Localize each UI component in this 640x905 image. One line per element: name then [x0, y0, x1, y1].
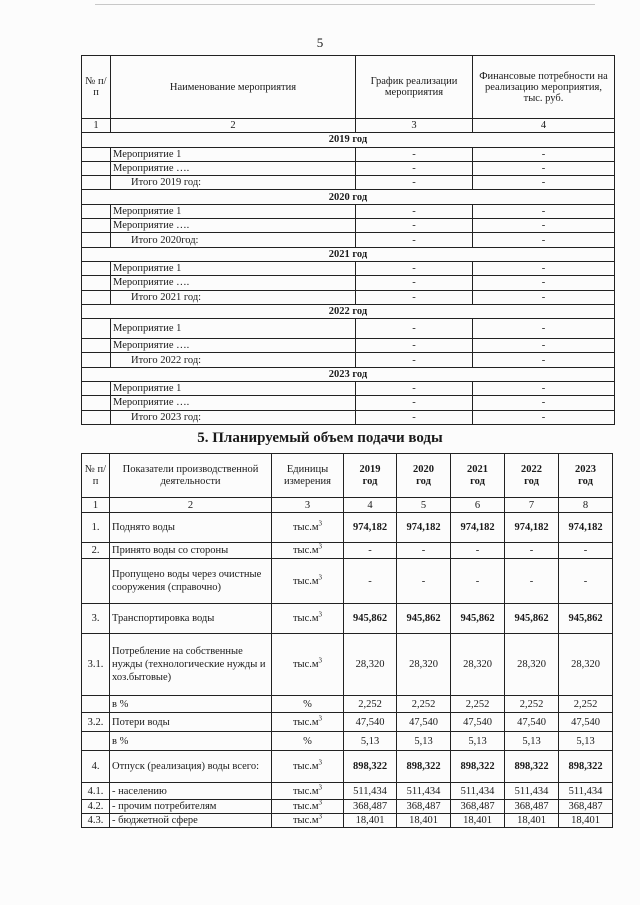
table-row — [82, 276, 615, 290]
table-row — [82, 800, 613, 814]
value-cell: 511,434 — [344, 783, 397, 800]
indicator-name: в % — [110, 696, 272, 713]
table-row — [82, 204, 615, 218]
schedule-cell: - — [356, 382, 473, 396]
header-unit: Единицы измерения — [272, 454, 344, 498]
row-num — [82, 204, 111, 218]
schedule-cell: - — [356, 176, 473, 190]
schedule-cell: - — [356, 339, 473, 353]
activity-name: Мероприятие …. — [111, 339, 356, 353]
finance-cell: - — [473, 353, 615, 367]
index-cell: 4 — [473, 119, 615, 133]
row-num — [82, 339, 111, 353]
table-row — [82, 147, 615, 161]
finance-cell: - — [473, 319, 615, 339]
header-year-2019: 2019 год — [344, 454, 397, 498]
activity-name: Мероприятие 1 — [111, 319, 356, 339]
table-row — [82, 339, 615, 353]
row-num — [82, 353, 111, 367]
row-num: 4.3. — [82, 814, 110, 828]
indicator-name: Поднято воды — [110, 513, 272, 543]
indicator-name: Принято воды со стороны — [110, 543, 272, 559]
year-row — [82, 133, 615, 147]
finance-cell: - — [473, 147, 615, 161]
table-row — [82, 261, 615, 275]
finance-cell: - — [473, 382, 615, 396]
table-row — [82, 814, 613, 828]
table-row — [82, 396, 615, 410]
value-cell: 974,182 — [451, 513, 505, 543]
header-indicator: Показатели производственной деятельности — [110, 454, 272, 498]
schedule-cell: - — [356, 147, 473, 161]
value-cell: 511,434 — [559, 783, 613, 800]
index-row — [82, 498, 613, 513]
index-cell: 8 — [559, 498, 613, 513]
finance-cell: - — [473, 290, 615, 304]
value-cell: 945,862 — [344, 604, 397, 634]
row-num — [82, 732, 110, 751]
value-cell: 945,862 — [397, 604, 451, 634]
row-num — [82, 410, 111, 424]
year-row — [82, 247, 615, 261]
finance-cell: - — [473, 233, 615, 247]
value-cell: 47,540 — [397, 713, 451, 732]
index-cell: 5 — [397, 498, 451, 513]
value-cell: 368,487 — [344, 800, 397, 814]
year-title: 2020 год — [82, 190, 615, 204]
finance-cell: - — [473, 161, 615, 175]
schedule-cell: - — [356, 204, 473, 218]
table-header — [82, 56, 615, 119]
value-cell: 974,182 — [344, 513, 397, 543]
value-cell: 5,13 — [397, 732, 451, 751]
table-row — [82, 696, 613, 713]
unit-cell: $тыс.м^3$ — [272, 814, 344, 828]
row-num: 2. — [82, 543, 110, 559]
row-num: 4.2. — [82, 800, 110, 814]
finance-cell: - — [473, 410, 615, 424]
value-cell: 28,320 — [397, 634, 451, 696]
row-num — [82, 147, 111, 161]
indicator-name: - бюджетной сфере — [110, 814, 272, 828]
table-row — [82, 634, 613, 696]
value-cell: - — [505, 559, 559, 604]
year-title: 2022 год — [82, 304, 615, 318]
value-cell: 28,320 — [451, 634, 505, 696]
value-cell: 368,487 — [397, 800, 451, 814]
value-cell: 898,322 — [451, 751, 505, 783]
indicator-name: Транспортировка воды — [110, 604, 272, 634]
row-num — [82, 319, 111, 339]
row-num: 3.1. — [82, 634, 110, 696]
value-cell: 18,401 — [505, 814, 559, 828]
value-cell: 18,401 — [397, 814, 451, 828]
table-row — [82, 513, 613, 543]
unit-cell: $тыс.м^3$ — [272, 513, 344, 543]
total-label: Итого 2023 год: — [111, 410, 356, 424]
row-num: 3. — [82, 604, 110, 634]
total-row — [82, 233, 615, 247]
value-cell: 2,252 — [559, 696, 613, 713]
activity-name: Мероприятие 1 — [111, 204, 356, 218]
value-cell: 898,322 — [397, 751, 451, 783]
value-cell: 18,401 — [559, 814, 613, 828]
table-row — [82, 559, 613, 604]
unit-cell: $тыс.м^3$ — [272, 800, 344, 814]
index-row — [82, 119, 615, 133]
value-cell: 28,320 — [344, 634, 397, 696]
index-cell: 6 — [451, 498, 505, 513]
row-num — [82, 161, 111, 175]
header-activity-name: Наименование мероприятия — [111, 56, 356, 119]
index-cell: 1 — [82, 498, 110, 513]
row-num — [82, 219, 111, 233]
water-supply-table — [81, 453, 613, 828]
indicator-name: в % — [110, 732, 272, 751]
value-cell: 945,862 — [559, 604, 613, 634]
table-row — [82, 219, 615, 233]
row-num — [82, 233, 111, 247]
schedule-cell: - — [356, 319, 473, 339]
schedule-cell: - — [356, 353, 473, 367]
value-cell: 898,322 — [344, 751, 397, 783]
row-num: 4.1. — [82, 783, 110, 800]
value-cell: 945,862 — [451, 604, 505, 634]
schedule-cell: - — [356, 261, 473, 275]
table-header — [82, 454, 613, 498]
value-cell: 28,320 — [505, 634, 559, 696]
value-cell: 898,322 — [505, 751, 559, 783]
value-cell: 5,13 — [505, 732, 559, 751]
schedule-cell: - — [356, 233, 473, 247]
schedule-cell: - — [356, 290, 473, 304]
index-cell: 1 — [82, 119, 111, 133]
schedule-cell: - — [356, 276, 473, 290]
table-row — [82, 713, 613, 732]
total-label: Итого 2019 год: — [111, 176, 356, 190]
value-cell: 47,540 — [344, 713, 397, 732]
indicator-name: Потребление на собственные нужды (технологические нужды и хоз.бытовые) — [110, 634, 272, 696]
total-row — [82, 176, 615, 190]
total-label: Итого 2021 год: — [111, 290, 356, 304]
schedule-cell: - — [356, 396, 473, 410]
row-num — [82, 290, 111, 304]
finance-cell: - — [473, 261, 615, 275]
indicator-name: Потери воды — [110, 713, 272, 732]
schedule-cell: - — [356, 219, 473, 233]
value-cell: - — [451, 559, 505, 604]
value-cell: 47,540 — [451, 713, 505, 732]
row-num — [82, 276, 111, 290]
value-cell: - — [344, 559, 397, 604]
indicator-name: - прочим потребителям — [110, 800, 272, 814]
unit-cell: $тыс.м^3$ — [272, 751, 344, 783]
row-num — [82, 176, 111, 190]
header-year-2023: 2023 год — [559, 454, 613, 498]
index-cell: 3 — [356, 119, 473, 133]
row-num: 4. — [82, 751, 110, 783]
value-cell: 18,401 — [451, 814, 505, 828]
scan-top-line — [95, 4, 595, 5]
table-row — [82, 319, 615, 339]
value-cell: - — [344, 543, 397, 559]
header-year-2020: 2020 год — [397, 454, 451, 498]
finance-cell: - — [473, 219, 615, 233]
table-row — [82, 382, 615, 396]
value-cell: - — [397, 543, 451, 559]
indicator-name: Отпуск (реализация) воды всего: — [110, 751, 272, 783]
value-cell: - — [397, 559, 451, 604]
value-cell: 511,434 — [451, 783, 505, 800]
unit-cell: $тыс.м^3$ — [272, 783, 344, 800]
value-cell: 2,252 — [505, 696, 559, 713]
activities-table — [81, 55, 615, 425]
header-num: № п/п — [82, 56, 111, 119]
value-cell: 974,182 — [397, 513, 451, 543]
value-cell: 368,487 — [505, 800, 559, 814]
table-row — [82, 604, 613, 634]
total-label: Итого 2020год: — [111, 233, 356, 247]
header-year-2021: 2021 год — [451, 454, 505, 498]
index-cell: 2 — [111, 119, 356, 133]
unit-cell: $тыс.м^3$ — [272, 543, 344, 559]
year-title: 2021 год — [82, 247, 615, 261]
total-label: Итого 2022 год: — [111, 353, 356, 367]
header-finance: Финансовые потребности на реализацию мероприятия, тыс. руб. — [473, 56, 615, 119]
row-num — [82, 696, 110, 713]
row-num — [82, 382, 111, 396]
row-num: 1. — [82, 513, 110, 543]
table-row — [82, 732, 613, 751]
schedule-cell: - — [356, 161, 473, 175]
year-row — [82, 367, 615, 381]
unit-cell: $тыс.м^3$ — [272, 634, 344, 696]
unit-cell: $тыс.м^3$ — [272, 604, 344, 634]
index-cell: 2 — [110, 498, 272, 513]
index-cell: 3 — [272, 498, 344, 513]
value-cell: 5,13 — [559, 732, 613, 751]
activity-name: Мероприятие 1 — [111, 382, 356, 396]
finance-cell: - — [473, 276, 615, 290]
finance-cell: - — [473, 204, 615, 218]
total-row — [82, 353, 615, 367]
indicator-name: Пропущено воды через очистные сооружения (справочно) — [110, 559, 272, 604]
index-cell: 4 — [344, 498, 397, 513]
header-num: № п/п — [82, 454, 110, 498]
value-cell: 511,434 — [397, 783, 451, 800]
unit-cell: $тыс.м^3$ — [272, 713, 344, 732]
unit-cell: % — [272, 732, 344, 751]
total-row — [82, 410, 615, 424]
year-title: 2019 год — [82, 133, 615, 147]
activity-name: Мероприятие 1 — [111, 261, 356, 275]
value-cell: - — [559, 559, 613, 604]
value-cell: 2,252 — [344, 696, 397, 713]
value-cell: 28,320 — [559, 634, 613, 696]
total-row — [82, 290, 615, 304]
row-num — [82, 559, 110, 604]
value-cell: 2,252 — [451, 696, 505, 713]
value-cell: 47,540 — [559, 713, 613, 732]
value-cell: 5,13 — [344, 732, 397, 751]
value-cell: 974,182 — [559, 513, 613, 543]
unit-cell: $тыс.м^3$ — [272, 559, 344, 604]
value-cell: 898,322 — [559, 751, 613, 783]
value-cell: 511,434 — [505, 783, 559, 800]
table-row — [82, 751, 613, 783]
value-cell: 945,862 — [505, 604, 559, 634]
header-schedule: График реализации мероприятия — [356, 56, 473, 119]
value-cell: - — [451, 543, 505, 559]
indicator-name: - населению — [110, 783, 272, 800]
header-year-2022: 2022 год — [505, 454, 559, 498]
finance-cell: - — [473, 176, 615, 190]
schedule-cell: - — [356, 410, 473, 424]
value-cell: 2,252 — [397, 696, 451, 713]
section-title: 5. Планируемый объем подачи воды — [197, 430, 443, 446]
row-num — [82, 396, 111, 410]
table-row — [82, 543, 613, 559]
finance-cell: - — [473, 339, 615, 353]
value-cell: 368,487 — [559, 800, 613, 814]
value-cell: - — [505, 543, 559, 559]
finance-cell: - — [473, 396, 615, 410]
value-cell: 47,540 — [505, 713, 559, 732]
year-row — [82, 190, 615, 204]
row-num: 3.2. — [82, 713, 110, 732]
value-cell: 18,401 — [344, 814, 397, 828]
value-cell: 368,487 — [451, 800, 505, 814]
index-cell: 7 — [505, 498, 559, 513]
year-title: 2023 год — [82, 367, 615, 381]
activity-name: Мероприятие …. — [111, 396, 356, 410]
page-number: 5 — [316, 35, 324, 50]
row-num — [82, 261, 111, 275]
value-cell: 974,182 — [505, 513, 559, 543]
unit-cell: % — [272, 696, 344, 713]
activity-name: Мероприятие …. — [111, 219, 356, 233]
table-row — [82, 783, 613, 800]
value-cell: 5,13 — [451, 732, 505, 751]
value-cell: - — [559, 543, 613, 559]
table-row — [82, 161, 615, 175]
activity-name: Мероприятие …. — [111, 276, 356, 290]
activity-name: Мероприятие …. — [111, 161, 356, 175]
year-row — [82, 304, 615, 318]
activity-name: Мероприятие 1 — [111, 147, 356, 161]
